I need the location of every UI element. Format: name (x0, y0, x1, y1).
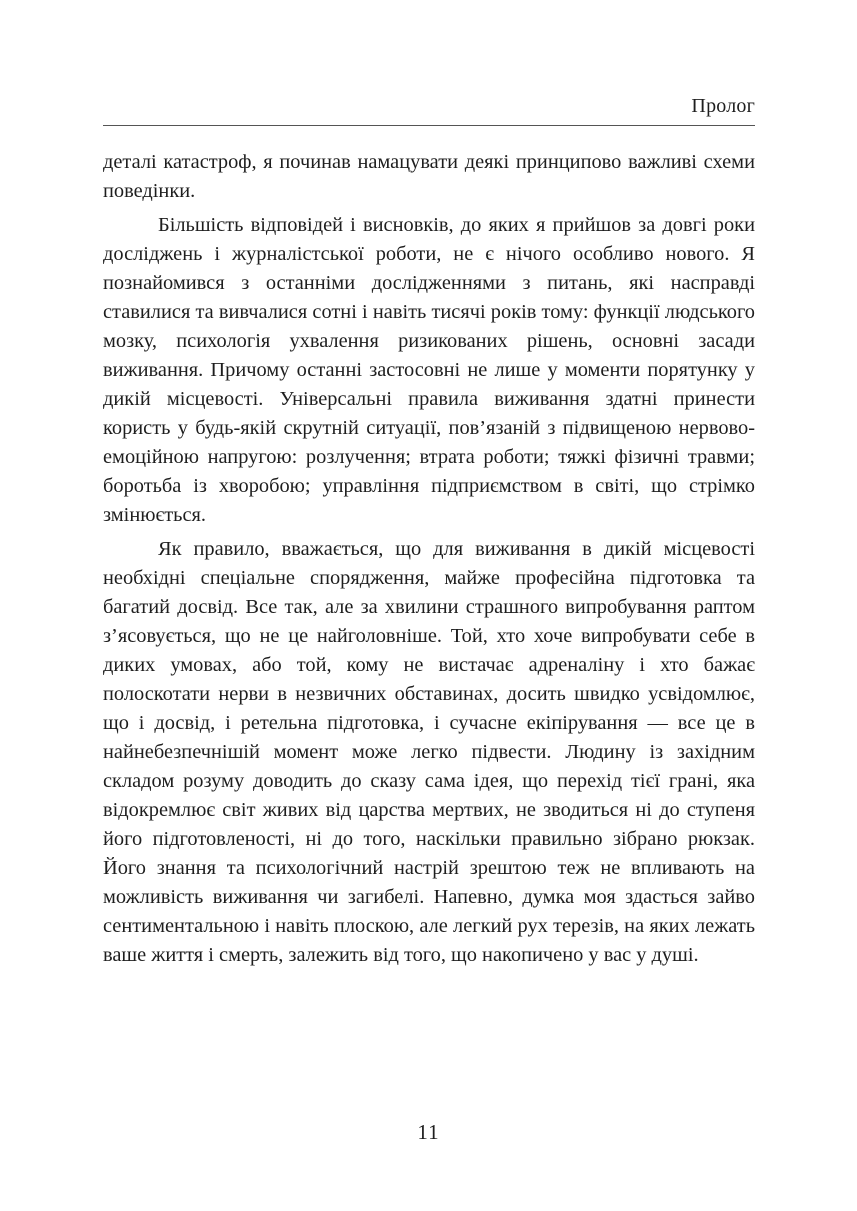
header-divider (103, 125, 755, 126)
page-number: 11 (417, 1120, 440, 1144)
paragraph: Більшість відповідей і висновків, до яких я прийшов за довгі роки досліджень і журналістської роботи, не є нічого особливо нового. Я познайомився з останніми дослідженнями з питань, які насправді ставилися та вивчалися сотні і навіть тисячі років тому: функції людського мозку, психологія ухвалення ризикованих рішень, основні засади виживання. Причому останні застосовні не лише у моменти порятунку у дикій місцевості. Універсальні правила виживання здатні принести користь у будь-якій скрутній ситуації, пов’язаній з підвищеною нервово-емоційною напругою: розлучення; втрата роботи; тяжкі фізичні травми; боротьба із хворобою; управління підприємством в світі, що стрімко змінюється. (103, 214, 755, 526)
running-head-title: Пролог (691, 95, 755, 117)
paragraph-continuation: деталі катастроф, я починав намацувати деякі принципово важливі схеми поведінки. (103, 151, 755, 202)
page-body (103, 148, 755, 970)
paragraph: Як правило, вважається, що для виживання в дикій місцевості необхідні спеціальне спорядження, майже професійна підготовка та багатий досвід. Все так, але за хвилини страшного випробування раптом з’ясовується, що не це найголовніше. Той, хто хоче випробувати себе в диких умовах, або той, кому не вистачає адреналіну і хто бажає полоскотати нерви в незвичних обставинах, досить швидко усвідомлює, що і досвід, і ретельна підготовка, і сучасне екіпірування — все це в найнебезпечнішій момент може легко підвести. Людину із західним складом розуму доводить до сказу сама ідея, що перехід тієї грані, яка відокремлює світ живих від царства мертвих, не зводиться ні до ступеня його підготовленості, ні до того, наскільки правильно зібрано рюкзак. Його знання та психологічний настрій зрештою теж не впливають на можливість виживання чи загибелі. Напевно, думка моя здасться зайво сентиментальною і навіть плоскою, але легкий рух терезів, на яких лежать ваше життя і смерть, залежить від того, що накопичено у вас у душі. (103, 538, 755, 966)
